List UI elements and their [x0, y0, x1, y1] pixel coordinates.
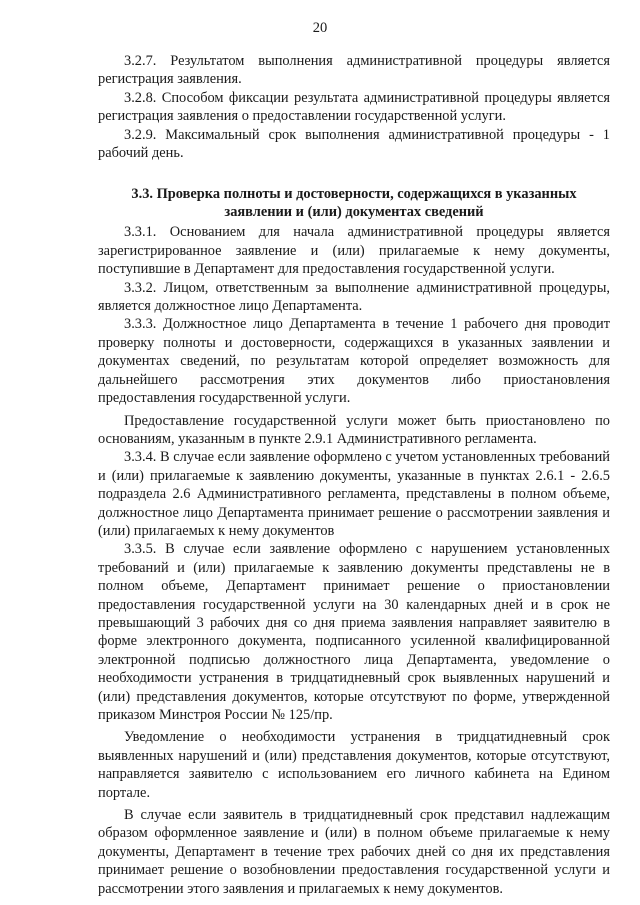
paragraph-3-2-7: 3.2.7. Результатом выполнения административной процедуры является регистрация заявления.	[98, 53, 610, 88]
document-body	[98, 52, 610, 898]
paragraph-3-3-5: 3.3.5. В случае если заявление оформлено с нарушением установленных требований и (или) прилагаемые к заявлению документы представлены не в полном объеме, Департамент принимает решение о приостановлении предоставления государственной услуги на 30 календарных дней и в срок не превышающий 3 рабочих дня со дня приема заявления направляет заявителю в форме электронного документа, подписанного усиленной квалифицированной электронной подписью должностного лица Департамента, уведомление о необходимости устранения в тридцатидневный срок выявленных нарушений и (или) представления документов, которые отсутствуют по форме, утвержденной приказом Минстроя России № 125/пр.	[98, 541, 610, 723]
paragraph-3-3-3: 3.3.3. Должностное лицо Департамента в течение 1 рабочего дня проводит проверку полноты и достоверности, содержащихся в указанных заявлении и документах сведений, по результатам которой определяет возможность для дальнейшего рассмотрения этих документов либо приостановления предоставления государственной услуги.	[98, 316, 610, 407]
paragraph-3-2-9: 3.2.9. Максимальный срок выполнения административной процедуры - 1 рабочий день.	[98, 126, 610, 162]
section-heading-3-3	[98, 185, 610, 221]
paragraph-suspension-grounds: Предоставление государственной услуги может быть приостановлено по основаниям, указанным в пункте 2.9.1 Административного регламента.	[98, 412, 610, 447]
paragraph-3-3-1: 3.3.1. Основанием для начала административной процедуры является зарегистрированное заявление и (или) прилагаемые к нему документы, поступившие в Департамент для предоставления государственной услуги.	[98, 224, 610, 278]
paragraph-3-3-2: 3.3.2. Лицом, ответственным за выполнение административной процедуры, является должностное лицо Департамента.	[98, 279, 610, 315]
paragraph-3-3-4: 3.3.4. В случае если заявление оформлено с учетом установленных требований и (или) прилагаемые к заявлению документы, указанные в пунктах 2.6.1 - 2.6.5 подраздела 2.6 Административного регламента, представлены в полном объеме, должностное лицо Департамента принимает решение о рассмотрении заявления и (или) прилагаемых к нему документов	[98, 449, 610, 539]
paragraph-resumption: В случае если заявитель в тридцатидневный срок представил надлежащим образом оформленное заявление и (или) в полном объеме прилагаемые к нему документы, Департамент в течение трех рабочих дней со дня их представления принимает решение о возобновлении предоставления государственной услуги и рассмотрении этого заявления и прилагаемых к нему документов.	[98, 807, 610, 897]
section-heading-line-1: 3.3. Проверка полноты и достоверности, содержащихся в указанных	[131, 186, 577, 203]
paragraph-notification: Уведомление о необходимости устранения в тридцатидневный срок выявленных нарушений и (или) представления документов, которые отсутствуют, направляется заявителю с использованием его личного кабинета на Едином портале.	[98, 729, 610, 801]
paragraph-3-2-8: 3.2.8. Способом фиксации результата административной процедуры является регистрация заявления о предоставлении государственной услуги.	[98, 89, 610, 125]
page-number: 20	[312, 20, 328, 36]
section-heading-line-2: заявлении и (или) документах сведений	[224, 204, 484, 221]
